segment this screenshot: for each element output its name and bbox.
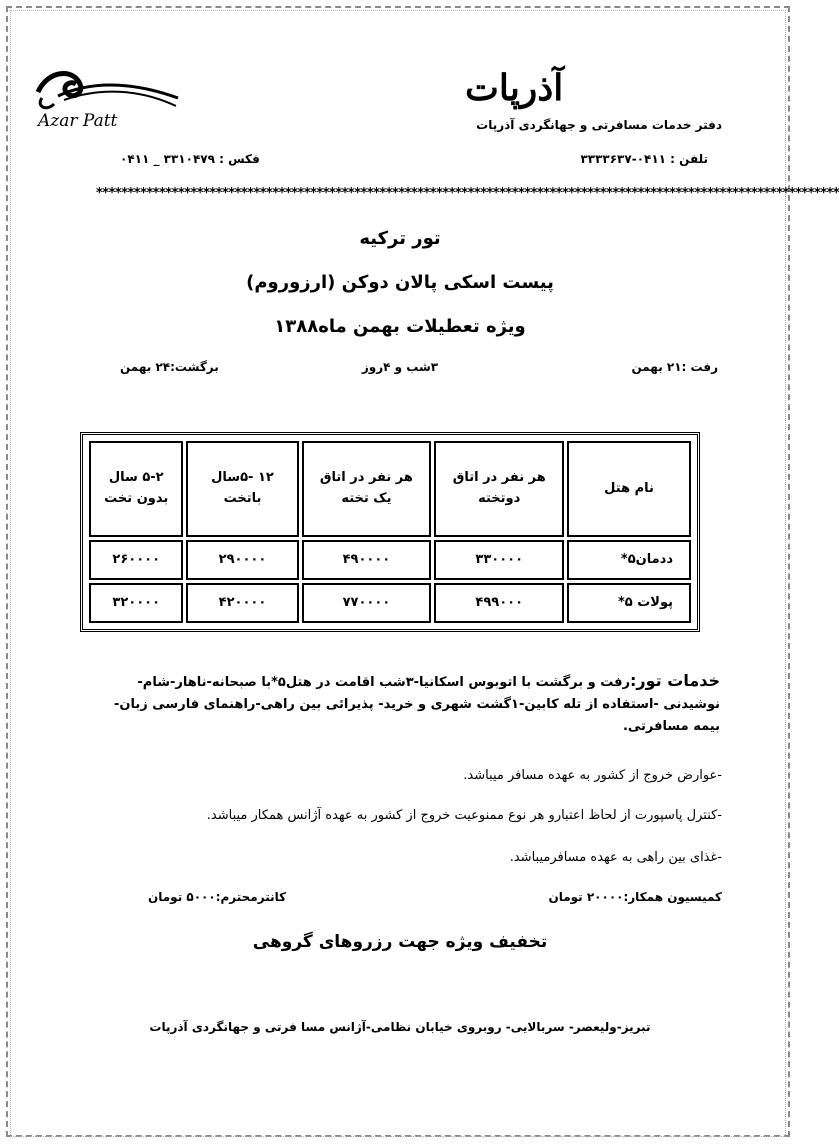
departure-date: رفت :۲۱ بهمن [631,360,718,374]
table-row [89,583,691,623]
office-address: تبریز-ولیعصر- سربالایی- روبروی خیابان نظامی-آژانس مسا فرتی و جهانگردی آذرپات [149,1020,651,1034]
note-meals: -غذای بین راهی به عهده مسافرمیباشد. [509,850,722,865]
header-child-with-bed: ۱۲ -۵سال باتخت [186,441,298,537]
table-row [89,540,691,580]
azarpat-calligraphy-logo [300,62,564,112]
services-text: رفت و برگشت با اتوبوس اسکانیا-۳شب اقامت در هتل۵*با صبحانه-ناهار-شام-نوشیدنی -استفاده از تله کابین-۱گشت شهری و خرید- پذیرائی بین راهی-راهنمای فارسی زبان-بیمه مسافرتی. [114,675,720,734]
price-double: ۳۳۰۰۰۰ [434,540,564,580]
ski-resort-title: پیست اسکی پالان دوکن (ارزوروم) [246,272,554,293]
price-table [80,432,700,632]
fax-number: فکس : ۳۳۱۰۴۷۹ _ ۰۴۱۱ [120,152,260,166]
price-single: ۷۷۰۰۰۰ [302,583,432,623]
price-child-bed: ۴۲۰۰۰۰ [186,583,298,623]
logo-right-text: آذرپات [465,67,564,109]
tour-duration: ۳شب و ۴روز [361,360,439,374]
services-label: خدمات تور: [630,671,720,690]
holiday-title: ویژه تعطیلات بهمن ماه۱۳۸۸ [274,316,526,337]
table-header-row [89,441,691,537]
note-exit-fee: -عوارض خروج از کشور به عهده مسافر میباشد. [463,768,722,783]
price-child-bed: ۲۹۰۰۰۰ [186,540,298,580]
header-child-no-bed: ۵-۲ سال بدون تخت [89,441,183,537]
hotel-name: پولات ۵* [567,583,691,623]
star-divider: ********************************************************************************************************************** [96,186,839,201]
group-discount: تخفیف ویژه جهت رزروهای گروهی [252,932,548,952]
logo-left-text: Azar Patt [38,111,118,131]
hotel-name: ددمان۵* [567,540,691,580]
phone-number: تلفن : ۰۴۱۱-۳۳۳۳۶۳۷ [580,152,708,166]
header-double-room: هر نفر در اتاق دوتخته [434,441,564,537]
header-single-room: هر نفر در اتاق یک تخته [302,441,432,537]
tour-title: تور ترکیه [359,228,441,249]
price-double: ۴۹۹۰۰۰ [434,583,564,623]
colleague-commission: کمیسیون همکار:۲۰۰۰۰ تومان [548,890,722,904]
counter-commission: کانترمحترم:۵۰۰۰ تومان [148,890,287,904]
return-date: برگشت:۲۴ بهمن [120,360,219,374]
price-child-no-bed: ۲۶۰۰۰۰ [89,540,183,580]
note-passport: -کنترل پاسپورت از لحاظ اعتبارو هر نوع ممنوعیت خروج از کشور به عهده آژانس همکار میباشد. [206,808,722,823]
office-name: دفتر خدمات مسافرتی و جهانگردی آذرپات [476,118,722,132]
price-child-no-bed: ۳۲۰۰۰۰ [89,583,183,623]
header-hotel-name: نام هتل [567,441,691,537]
tour-services [110,668,720,737]
azar-patt-logo [28,62,188,134]
price-single: ۴۹۰۰۰۰ [302,540,432,580]
